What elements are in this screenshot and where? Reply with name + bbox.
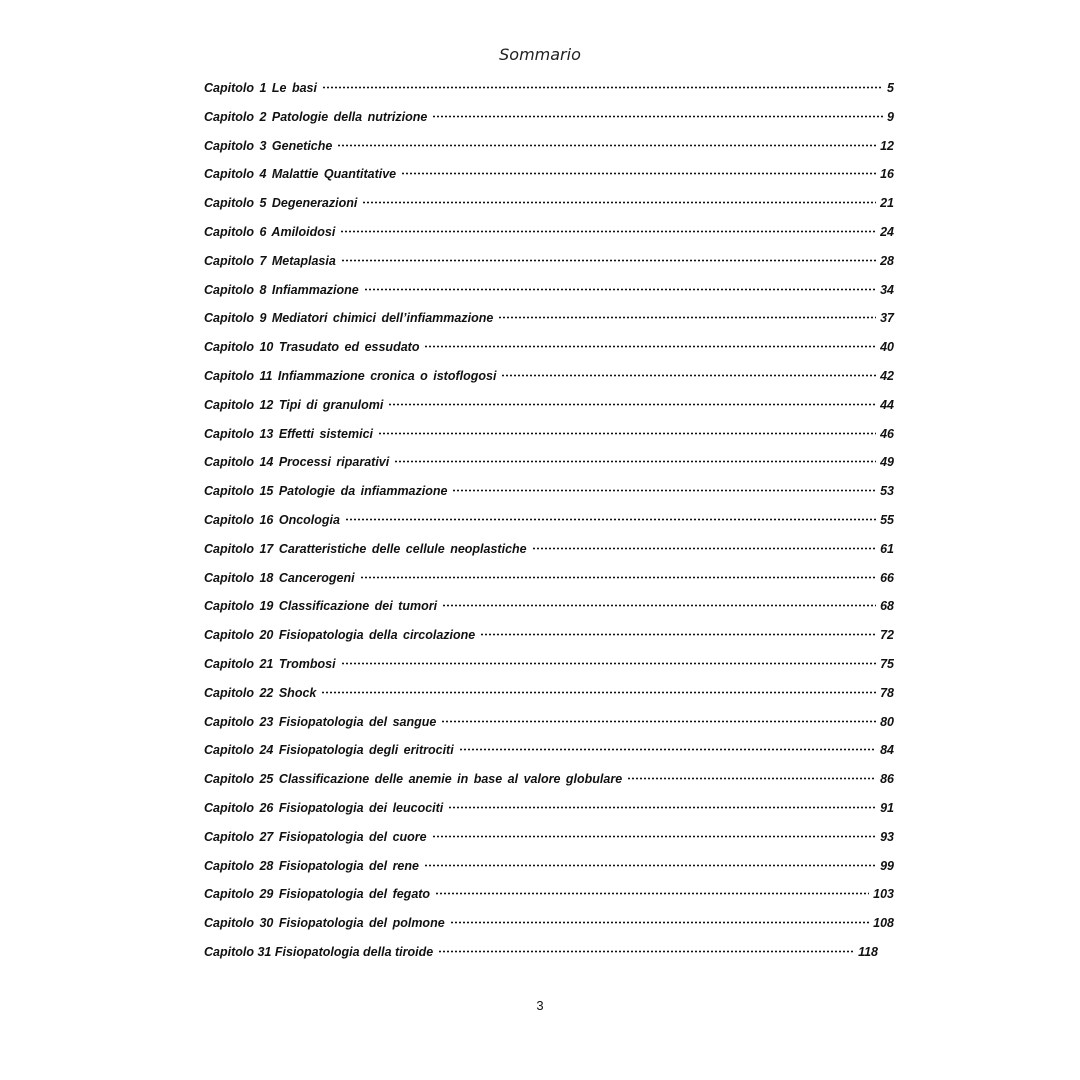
toc-entry[interactable] (204, 218, 894, 247)
toc-entry-label: Capitolo 26 Fisiopatologia dei leucociti (204, 800, 444, 815)
toc-entry[interactable] (204, 564, 894, 593)
dot-leader (360, 569, 877, 579)
dot-leader (341, 655, 877, 665)
dot-leader (432, 828, 876, 838)
toc-entry-label: Capitolo 10 Trasudato ed essudato (204, 340, 420, 355)
toc-entry[interactable] (204, 650, 894, 679)
toc-entry-page-number: 34 (880, 282, 894, 297)
toc-entry-label: Capitolo 4 Malattie Quantitative (204, 167, 397, 182)
dot-leader (340, 223, 876, 233)
toc-entry-page-number: 78 (880, 685, 894, 700)
toc-entry-label: Capitolo 18 Cancerogeni (204, 570, 355, 585)
toc-entry[interactable] (204, 765, 894, 794)
toc-entry[interactable] (204, 247, 894, 276)
toc-entry-page-number: 86 (880, 772, 894, 787)
toc-entry-label: Capitolo 6 Amiloidosi (204, 224, 336, 239)
toc-entry-label: Capitolo 12 Tipi di granulomi (204, 397, 384, 412)
dot-leader (337, 137, 876, 147)
toc-entry-label: Capitolo 17 Caratteristiche delle cellule neoplastiche (204, 541, 527, 556)
toc-entry-page-number: 16 (880, 167, 894, 182)
toc-entry-page-number: 28 (880, 253, 894, 268)
toc-entry[interactable] (204, 189, 894, 218)
toc-entry[interactable] (204, 420, 894, 449)
dot-leader (442, 597, 876, 607)
toc-entry-page-number: 42 (880, 368, 894, 383)
page-number: 3 (536, 998, 544, 1013)
toc-entry-label: Capitolo 19 Classificazione dei tumori (204, 599, 438, 614)
toc-entry-label: Capitolo 23 Fisiopatologia del sangue (204, 714, 437, 729)
toc-entry-label: Capitolo 28 Fisiopatologia del rene (204, 858, 419, 873)
dot-leader (345, 511, 876, 521)
toc-entry-page-number: 108 (873, 916, 894, 931)
toc-entry-page-number: 40 (880, 340, 894, 355)
toc-entry-page-number: 80 (880, 714, 894, 729)
toc-entry-label: Capitolo 20 Fisiopatologia della circolazione (204, 628, 476, 643)
toc-entry-label: Capitolo 1 Le basi (204, 81, 317, 95)
dot-leader (388, 396, 876, 406)
toc-entry[interactable] (204, 103, 894, 132)
toc-entry[interactable] (204, 708, 894, 737)
toc-title: Sommario (499, 45, 581, 64)
toc-entry-label: Capitolo 22 Shock (204, 685, 317, 700)
toc-entry[interactable] (204, 132, 894, 161)
toc-entry-page-number: 68 (880, 599, 894, 614)
toc-entry-label: Capitolo 9 Mediatori chimici dell’infiammazione (204, 311, 494, 326)
toc-entry-page-number: 9 (887, 109, 894, 124)
dot-leader (362, 194, 876, 204)
toc-entry-page-number: 75 (880, 656, 894, 671)
toc-entry-label: Capitolo 8 Infiammazione (204, 282, 359, 297)
dot-leader (424, 857, 876, 867)
toc-entry-page-number: 55 (880, 512, 894, 527)
toc-entry-page-number: 37 (880, 311, 894, 326)
dot-leader (341, 252, 876, 262)
toc-entry-page-number: 103 (873, 887, 894, 902)
toc-entry-page-number: 93 (880, 829, 894, 844)
toc-entry-label: Capitolo 15 Patologie da infiammazione (204, 484, 448, 499)
toc-entry[interactable] (204, 477, 894, 506)
toc-entry-label: Capitolo 2 Patologie della nutrizione (204, 109, 428, 124)
dot-leader (394, 453, 876, 463)
toc-entry-page-number: 46 (880, 426, 894, 441)
dot-leader (532, 540, 876, 550)
toc-entry-page-number: 66 (880, 570, 894, 585)
dot-leader (438, 943, 854, 953)
dot-leader (364, 281, 876, 291)
toc-entry-label: Capitolo 30 Fisiopatologia del polmone (204, 916, 445, 931)
toc-entry-label: Capitolo 16 Oncologia (204, 512, 340, 527)
toc-entry-page-number: 49 (880, 455, 894, 470)
dot-leader (322, 79, 883, 89)
toc-entry-page-number: 21 (880, 196, 894, 211)
toc-entry-label: Capitolo 3 Genetiche (204, 138, 333, 153)
toc-entry-label: Capitolo 7 Metaplasia (204, 253, 336, 268)
dot-leader (501, 367, 876, 377)
toc-entry[interactable] (204, 823, 894, 852)
toc-entry-page-number: 72 (880, 628, 894, 643)
toc-entry-page-number: 118 (858, 944, 878, 959)
dot-leader (459, 741, 876, 751)
toc-entry[interactable] (204, 679, 894, 708)
toc-entry-label: Capitolo 5 Degenerazioni (204, 196, 358, 211)
dot-leader (435, 885, 869, 895)
toc-entry[interactable] (204, 852, 894, 881)
dot-leader (378, 425, 876, 435)
toc-entry-page-number: 53 (880, 484, 894, 499)
toc-entry-label: Capitolo 14 Processi riparativi (204, 455, 390, 470)
dot-leader (424, 338, 876, 348)
toc-entry-label: Capitolo 21 Trombosi (204, 656, 336, 671)
toc-entry-page-number: 24 (880, 224, 894, 239)
dot-leader (432, 108, 883, 118)
toc-entry[interactable] (204, 333, 894, 362)
dot-leader (627, 770, 876, 780)
dot-leader (452, 482, 876, 492)
toc-entry-label: Capitolo 27 Fisiopatologia del cuore (204, 829, 427, 844)
toc-entry[interactable] (204, 736, 894, 765)
toc-entry-label: Capitolo 31 Fisiopatologia della tiroide (204, 944, 434, 959)
toc-entry-label: Capitolo 24 Fisiopatologia degli eritrociti (204, 743, 454, 758)
toc-entry[interactable] (204, 794, 894, 823)
dot-leader (448, 799, 876, 809)
dot-leader (401, 165, 876, 175)
toc-entry[interactable] (204, 362, 894, 391)
toc-entry[interactable] (204, 880, 894, 909)
dot-leader (450, 914, 869, 924)
toc-entry[interactable] (204, 160, 894, 189)
toc-entry-label: Capitolo 13 Effetti sistemici (204, 426, 374, 441)
toc-entry-page-number: 91 (880, 800, 894, 815)
toc-entry-page-number: 12 (880, 138, 894, 153)
dot-leader (498, 309, 876, 319)
toc-entry[interactable] (204, 938, 878, 967)
toc-entry[interactable] (204, 74, 894, 103)
toc-entry[interactable] (204, 276, 894, 305)
toc-entry[interactable] (204, 535, 894, 564)
toc-entry[interactable] (204, 909, 894, 938)
toc-entry-page-number: 61 (880, 541, 894, 556)
table-of-contents (204, 74, 894, 967)
toc-entry-label: Capitolo 11 Infiammazione cronica o istoflogosi (204, 368, 497, 383)
dot-leader (480, 626, 876, 636)
toc-entry[interactable] (204, 448, 894, 477)
toc-entry[interactable] (204, 592, 894, 621)
toc-entry[interactable] (204, 621, 894, 650)
toc-entry-label: Capitolo 29 Fisiopatologia del fegato (204, 887, 431, 902)
toc-entry-page-number: 84 (880, 743, 894, 758)
toc-entry-page-number: 99 (880, 858, 894, 873)
dot-leader (321, 684, 876, 694)
toc-entry[interactable] (204, 304, 894, 333)
toc-entry-page-number: 44 (880, 397, 894, 412)
dot-leader (441, 713, 876, 723)
toc-entry-label: Capitolo 25 Classificazione delle anemie in base al valore globulare (204, 772, 623, 787)
toc-entry[interactable] (204, 506, 894, 535)
toc-entry[interactable] (204, 391, 894, 420)
toc-entry-page-number: 5 (887, 81, 894, 95)
